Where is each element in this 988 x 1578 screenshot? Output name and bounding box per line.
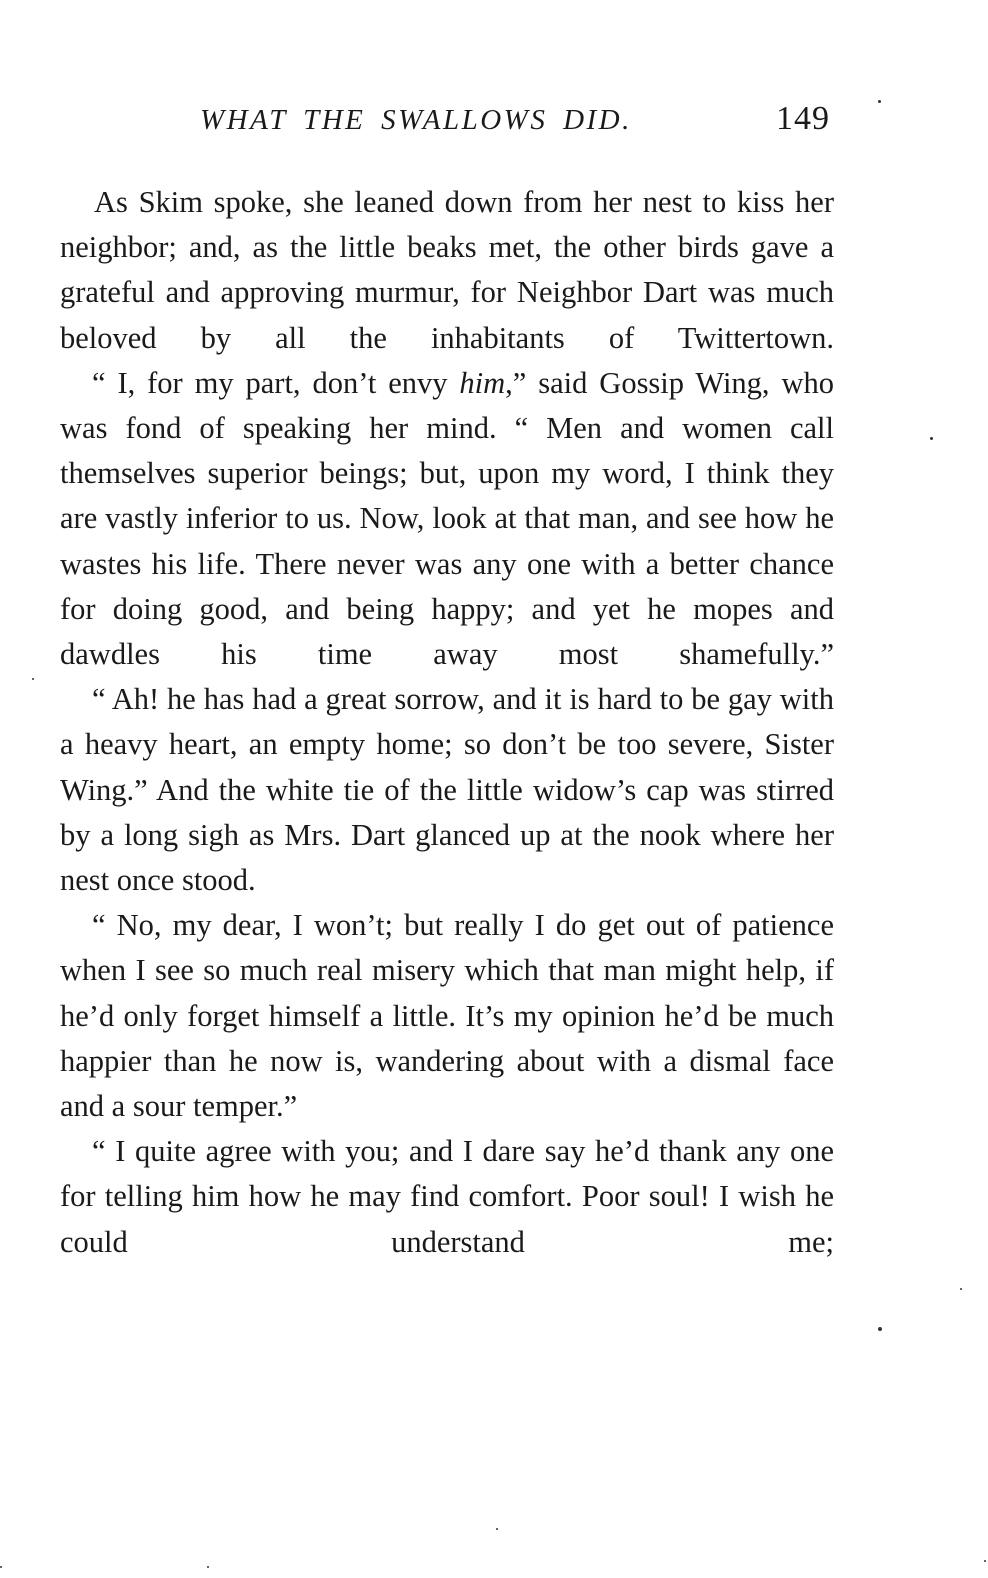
paragraph-5: “ I quite agree with you; and I dare say he’d thank any one for telling him how he may find comfort. Poor soul! I wish he could understand me;: [60, 1134, 834, 1259]
scan-speck: [32, 678, 34, 680]
paragraph-3: “ Ah! he has had a great sorrow, and it is hard to be gay with a heavy heart, an empty home; so don’t be too severe, Sister Wing.” And the white tie of the little widow’s cap was stirred by a long sigh as Mrs. Dart glanced up at the nook where her nest once stood.: [60, 682, 834, 898]
scan-speck: [930, 437, 933, 440]
emphasized-word: him: [459, 365, 506, 400]
scan-speck: [207, 1566, 209, 1568]
paragraph-1: As Skim spoke, she leaned down from her nest to kiss her neighbor; and, as the little beaks met, the other birds gave a grateful and approving murmur, for Neighbor Dart was much beloved by all the inhabitants of Twittertown.: [60, 185, 834, 355]
scan-speck: [496, 1528, 498, 1530]
scan-speck: [960, 1288, 962, 1290]
scan-speck: [0, 1566, 2, 1568]
paragraph-4: “ No, my dear, I won’t; but really I do get out of patience when I see so much real misery which that man might help, if he’d only forget himself a little. It’s my opinion he’d be much happier than he now is, wandering about with a dismal face and a sour temper.”: [60, 908, 834, 1124]
scan-speck: [878, 1327, 882, 1331]
running-title: WHAT THE SWALLOWS DID.: [200, 104, 632, 136]
paragraph-2: “ I, for my part, don’t envy him,” said Gossip Wing, who was fond of speaking her mind. “ Men and women call themselves superior beings; but, upon my word, I think they are vastly inferior to us. Now, look at that man, and see how he wastes his life. There never was any one with a better chance for doing good, and being happy; and yet he mopes and dawdles his time away most shamefully.”: [60, 365, 834, 672]
page-number: 149: [776, 100, 830, 137]
scan-speck: [878, 100, 881, 103]
scan-speck: [984, 1560, 986, 1562]
running-head: [200, 100, 840, 154]
body-text: [60, 180, 834, 1265]
